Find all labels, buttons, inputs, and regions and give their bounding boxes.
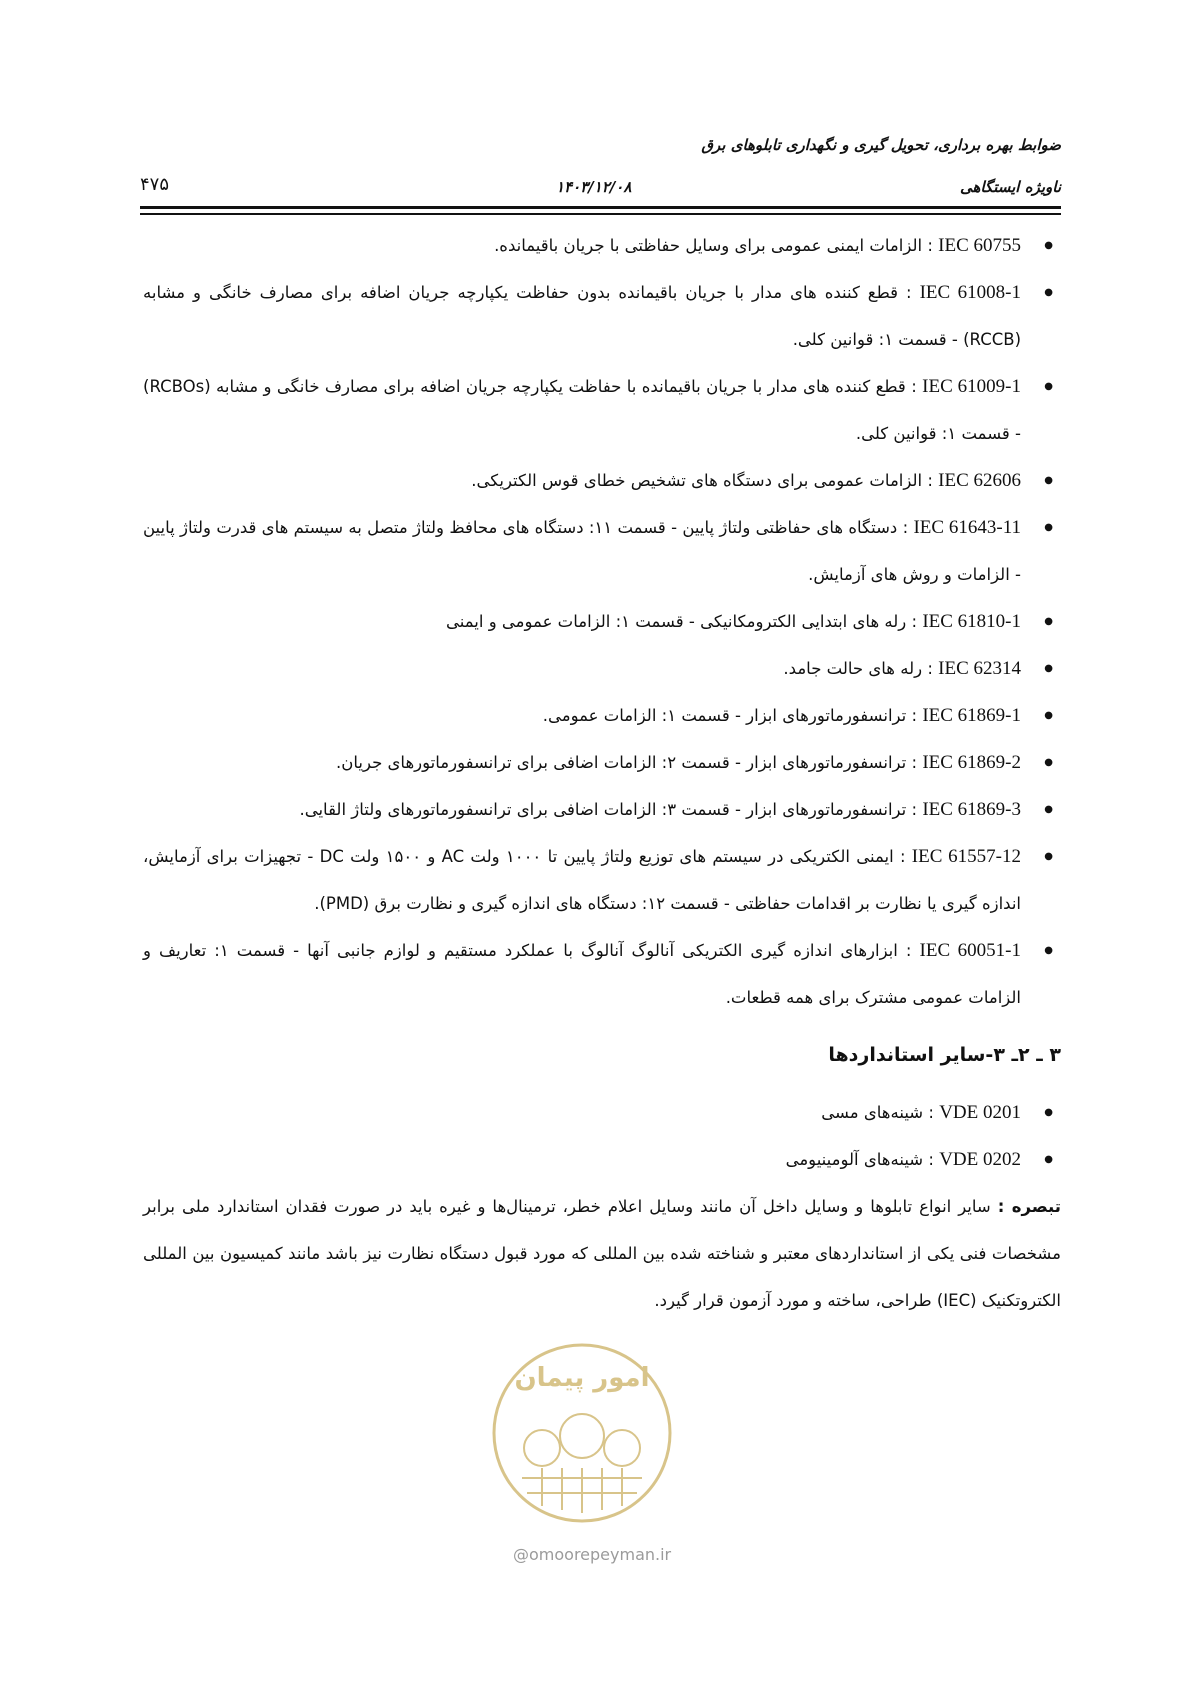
header-title: ضوابط بهره برداری، تحویل گیری و نگهداری تابلوهای برق (701, 136, 1061, 154)
list-item: ● IEC 60755 : الزامات ایمنی عمومی برای وسایل حفاظتی با جریان باقیمانده. (143, 222, 1061, 269)
standard-description: رله های ابتدایی الکترومکانیکی - قسمت ۱: الزامات عمومی و ایمنی (446, 612, 907, 631)
stamp-text: امور پیمان (514, 1363, 650, 1393)
standard-description: دستگاه های حفاظتی ولتاژ پایین - قسمت ۱۱: دستگاه های محافظ ولتاژ متصل به سیستم های قدرت ولتاژ پایین - الزامات و روش های آزمایش. (143, 518, 1021, 584)
section-heading: ۳ ـ ۲ـ ۳-سایر استانداردها (828, 1044, 1061, 1066)
standard-description: رله های حالت جامد. (783, 659, 923, 678)
standard-description: قطع کننده های مدار با جریان باقیمانده با حفاظت یکپارچه جریان اضافه برای مصارف خانگی و مشابه (RCBOs) - قسمت ۱: قوانین کلی. (143, 377, 1021, 443)
standards-list (143, 222, 1061, 1021)
list-item: ● IEC 61869-2 : ترانسفورماتورهای ابزار - قسمت ۲: الزامات اضافی برای ترانسفورماتورهای جریان. (143, 739, 1061, 786)
list-item: ● IEC 61869-3 : ترانسفورماتورهای ابزار - قسمت ۳: الزامات اضافی برای ترانسفورماتورهای ولتاژ القایی. (143, 786, 1061, 833)
standard-description: الزامات ایمنی عمومی برای وسایل حفاظتی با جریان باقیمانده. (494, 236, 923, 255)
standard-description: ترانسفورماتورهای ابزار - قسمت ۳: الزامات اضافی برای ترانسفورماتورهای ولتاژ القایی. (299, 800, 907, 819)
standard-description: شینه‌های مسی (821, 1103, 924, 1122)
standard-description: قطع کننده های مدار با جریان باقیمانده بدون حفاظت یکپارچه جریان اضافه برای مصارف خانگی و مشابه (RCCB) - قسمت ۱: قوانین کلی. (143, 283, 1021, 349)
list-item: ● IEC 61810-1 : رله های ابتدایی الکترومکانیکی - قسمت ۱: الزامات عمومی و ایمنی (143, 598, 1061, 645)
standard-code: IEC 61810-1 (922, 611, 1021, 632)
header-rule-thick (140, 206, 1061, 209)
list-item: ● IEC 61557-12 : ایمنی الکتریکی در سیستم های توزیع ولتاژ پایین تا ۱۰۰۰ ولت AC و ۱۵۰۰ ولت DC - تجهیزات برای آزمایش، اندازه گیری یا نظارت بر اقدامات حفاظتی - قسمت ۱۲: دستگاه های اندازه گیری و نظارت برق (PMD). (143, 833, 1061, 927)
standard-description: ایمنی الکتریکی در سیستم های توزیع ولتاژ پایین تا ۱۰۰۰ ولت AC و ۱۵۰۰ ولت DC - تجهیزات برای آزمایش، اندازه گیری یا نظارت بر اقدامات حفاظتی - قسمت ۱۲: دستگاه های اندازه گیری و نظارت برق (PMD). (143, 847, 1021, 913)
header-subtitle: ناویژه ایستگاهی (959, 178, 1061, 196)
standard-description: ابزارهای اندازه گیری الکتریکی آنالوگ آنالوگ با عملکرد مستقیم و لوازم جانبی آنها - قسمت ۱: تعاریف و الزامات عمومی مشترک برای همه قطعات. (143, 941, 1021, 1007)
list-item: ● IEC 61008-1 : قطع کننده های مدار با جریان باقیمانده بدون حفاظت یکپارچه جریان اضافه برای مصارف خانگی و مشابه (RCCB) - قسمت ۱: قوانین کلی. (143, 269, 1061, 363)
list-item: ● IEC 60051-1 : ابزارهای اندازه گیری الکتریکی آنالوگ آنالوگ با عملکرد مستقیم و لوازم جانبی آنها - قسمت ۱: تعاریف و الزامات عمومی مشترک برای همه قطعات. (143, 927, 1061, 1021)
watermark-text: @omoorepeyman.ir (513, 1545, 672, 1564)
list-item: ● IEC 62314 : رله های حالت جامد. (143, 645, 1061, 692)
page-number: ۴۷۵ (140, 174, 170, 195)
standard-code: VDE 0201 (939, 1102, 1021, 1123)
standard-description: شینه‌های آلومینیومی (785, 1150, 924, 1169)
list-item: ● IEC 61009-1 : قطع کننده های مدار با جریان باقیمانده با حفاظت یکپارچه جریان اضافه برای مصارف خانگی و مشابه (RCBOs) - قسمت ۱: قوانین کلی. (143, 363, 1061, 457)
page-content (143, 222, 1061, 1341)
standard-code: IEC 61009-1 (922, 376, 1021, 397)
standard-code: IEC 62314 (938, 658, 1021, 679)
other-standards-list (143, 1089, 1061, 1183)
standard-code: IEC 61008-1 (919, 282, 1021, 303)
list-item: ● VDE 0202 : شینه‌های آلومینیومی (143, 1136, 1061, 1183)
grid-icon (522, 1468, 642, 1513)
standard-description: الزامات عمومی برای دستگاه های تشخیص خطای قوس الکتریکی. (471, 471, 923, 490)
header-rule-thin (140, 213, 1061, 215)
list-item: ● IEC 62606 : الزامات عمومی برای دستگاه های تشخیص خطای قوس الکتریکی. (143, 457, 1061, 504)
standard-code: IEC 60755 (938, 235, 1021, 256)
note-paragraph (143, 1183, 1061, 1324)
list-item: ● VDE 0201 : شینه‌های مسی (143, 1089, 1061, 1136)
list-item: ● IEC 61643-11 : دستگاه های حفاظتی ولتاژ پایین - قسمت ۱۱: دستگاه های محافظ ولتاژ متصل به سیستم های قدرت ولتاژ پایین - الزامات و روش های آزمایش. (143, 504, 1061, 598)
list-item: ● IEC 61869-1 : ترانسفورماتورهای ابزار - قسمت ۱: الزامات عمومی. (143, 692, 1061, 739)
standard-description: ترانسفورماتورهای ابزار - قسمت ۲: الزامات اضافی برای ترانسفورماتورهای جریان. (335, 753, 907, 772)
standard-code: IEC 60051-1 (919, 940, 1021, 961)
note-label: تبصره : (997, 1197, 1061, 1216)
standard-code: IEC 62606 (938, 470, 1021, 491)
header-date: ۱۴۰۳/۱۲/۰۸ (556, 178, 632, 196)
standard-code: IEC 61869-2 (922, 752, 1021, 773)
standard-code: VDE 0202 (939, 1149, 1021, 1170)
standard-code: IEC 61869-1 (922, 705, 1021, 726)
standard-description: ترانسفورماتورهای ابزار - قسمت ۱: الزامات عمومی. (542, 706, 907, 725)
note-text: سایر انواع تابلوها و وسایل داخل آن مانند وسایل اعلام خطر، ترمینال‌ها و غیره باید در صورت فقدان استاندارد ملی برابر مشخصات فنی یکی از استانداردهای معتبر و شناخته شده بین المللی که مورد قبول دستگاه نظارت نیز باشد مانند کمیسیون بین المللی الکتروتکنیک (IEC) طراحی، ساخته و مورد آزمون قرار گیرد. (143, 1197, 1061, 1310)
gear-icon (524, 1414, 640, 1466)
standard-code: IEC 61869-3 (922, 799, 1021, 820)
standard-code: IEC 61643-11 (913, 517, 1021, 538)
standard-code: IEC 61557-12 (911, 846, 1021, 867)
stamp-logo (487, 1338, 677, 1528)
